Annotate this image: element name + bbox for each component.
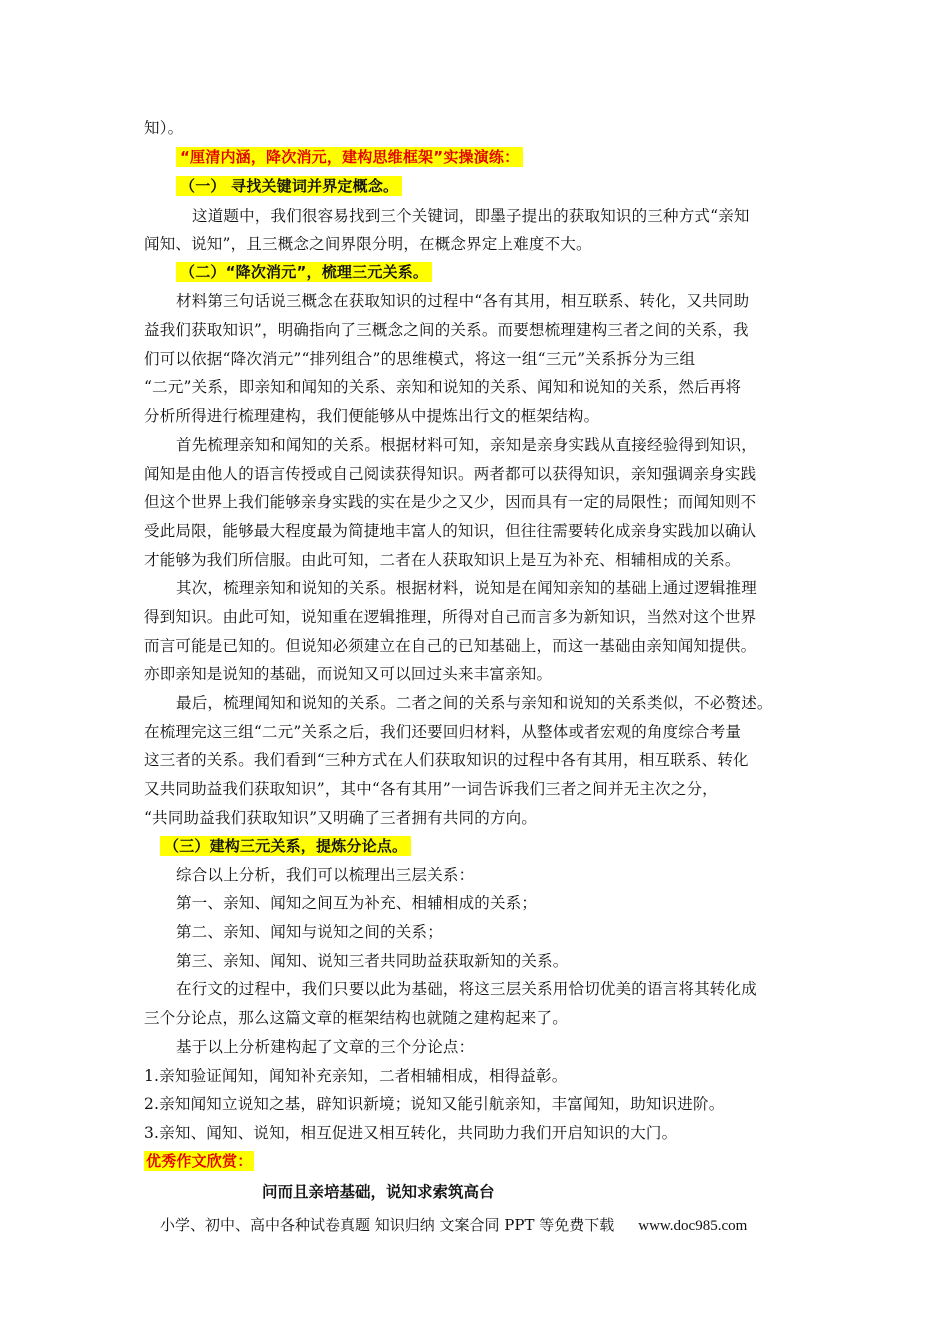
footer-link[interactable]: www.doc985.com <box>638 1218 748 1234</box>
paragraph-line: 们可以依据“降次消元”“排列组合”的思维模式，将这一组“三元”关系拆分为三组 <box>144 350 696 368</box>
list-item: 1.亲知验证闻知，闻知补充亲知，二者相辅相成，相得益彰。 <box>144 1067 568 1085</box>
paragraph-line: 这道题中，我们很容易找到三个关键词，即墨子提出的获取知识的三种方式“亲知 <box>192 207 750 225</box>
paragraph-line: 知）。 <box>144 119 184 137</box>
paragraph-line: 三个分论点，那么这篇文章的框架结构也就随之建构起来了。 <box>144 1009 568 1027</box>
section-heading-red <box>176 147 840 167</box>
footer-text: 小学、初中、高中各种试卷真题 知识归纳 文案合同 PPT 等免费下载 <box>160 1216 615 1234</box>
list-item: 3.亲知、闻知、说知，相互促进又相互转化，共同助力我们开启知识的大门。 <box>144 1124 678 1142</box>
subheading-3 <box>160 836 824 856</box>
paragraph-line: 在梳理完这三组“二元”关系之后，我们还要回归材料，从整体或者宏观的角度综合考量 <box>144 723 742 741</box>
subheading-1 <box>176 176 840 196</box>
paragraph-line: 材料第三句话说三概念在获取知识的过程中“各有其用，相互联系、转化，又共同助 <box>176 292 750 310</box>
paragraph-line: 第二、亲知、闻知与说知之间的关系； <box>176 923 443 941</box>
highlight-subheading: （一） 寻找关键词并界定概念。 <box>176 176 402 196</box>
paragraph-line: 首先梳理亲知和闻知的关系。根据材料可知，亲知是亲身实践从直接经验得到知识， <box>176 436 757 454</box>
essay-title: 问而且亲培基础，说知求索筑高台 <box>262 1183 495 1201</box>
paragraph-line: 闻知、说知”，且三概念之间界限分明，在概念界定上难度不大。 <box>144 235 592 253</box>
paragraph-line: 才能够为我们所信服。由此可知，二者在人获取知识上是互为补充、相辅相成的关系。 <box>144 551 741 569</box>
paragraph-line: 在行文的过程中，我们只要以此为基础，将这三层关系用恰切优美的语言将其转化成 <box>176 980 757 998</box>
paragraph-line: 这三者的关系。我们看到“三种方式在人们获取知识的过程中各有其用，相互联系、转化 <box>144 751 749 769</box>
paragraph-line: 又共同助益我们获取知识”，其中“各有其用”一词告诉我们三者之间并无主次之分， <box>144 780 718 798</box>
highlight-subheading: （三）建构三元关系，提炼分论点。 <box>160 836 411 856</box>
highlight-subheading: （二）“降次消元”，梳理三元关系。 <box>176 262 432 282</box>
paragraph-line: 综合以上分析，我们可以梳理出三层关系： <box>176 866 475 884</box>
highlight-heading: 优秀作文欣赏： <box>146 1152 253 1170</box>
paragraph-line: 得到知识。由此可知，说知重在逻辑推理，所得对自己而言多为新知识，当然对这个世界 <box>144 608 757 626</box>
paragraph-line: 第一、亲知、闻知之间互为补充、相辅相成的关系； <box>176 894 538 912</box>
paragraph-line: 闻知是由他人的语言传授或自己阅读获得知识。两者都可以获得知识，亲知强调亲身实践 <box>144 465 757 483</box>
paragraph-line: 基于以上分析建构起了文章的三个分论点： <box>176 1038 475 1056</box>
paragraph-line: “共同助益我们获取知识”又明确了三者拥有共同的方向。 <box>144 809 538 827</box>
paragraph-line: 亦即亲知是说知的基础，而说知又可以回过头来丰富亲知。 <box>144 665 553 683</box>
paragraph-line: 受此局限，能够最大程度最为简捷地丰富人的知识，但往往需要转化成亲身实践加以确认 <box>144 522 757 540</box>
paragraph-line: 最后，梳理闻知和说知的关系。二者之间的关系与亲知和说知的关系类似，不必赘述。 <box>176 694 773 712</box>
highlight-heading: “厘清内涵，降次消元，建构思维框架”实操演练： <box>176 147 523 167</box>
paragraph-line: 益我们获取知识”，明确指向了三概念之间的关系。而要想梳理建构三者之间的关系，我 <box>144 321 749 339</box>
list-item: 2.亲知闻知立说知之基，辟知识新境；说知又能引航亲知，丰富闻知，助知识进阶。 <box>144 1095 725 1113</box>
subheading-2 <box>176 262 840 282</box>
paragraph-line: 第三、亲知、闻知、说知三者共同助益获取新知的关系。 <box>176 952 569 970</box>
paragraph-line: 分析所得进行梳理建构，我们便能够从中提炼出行文的框架结构。 <box>144 407 600 425</box>
paragraph-line: 而言可能是已知的。但说知必须建立在自己的已知基础上，而这一基础由亲知闻知提供。 <box>144 637 757 655</box>
paragraph-line: 但这个世界上我们能够亲身实践的实在是少之又少，因而具有一定的局限性；而闻知则不 <box>144 493 757 511</box>
section-heading-red <box>144 1151 808 1171</box>
paragraph-line: 其次，梳理亲知和说知的关系。根据材料，说知是在闻知亲知的基础上通过逻辑推理 <box>176 579 757 597</box>
paragraph-line: “二元”关系，即亲知和闻知的关系、亲知和说知的关系、闻知和说知的关系，然后再将 <box>144 378 742 396</box>
page-footer <box>160 1215 747 1236</box>
